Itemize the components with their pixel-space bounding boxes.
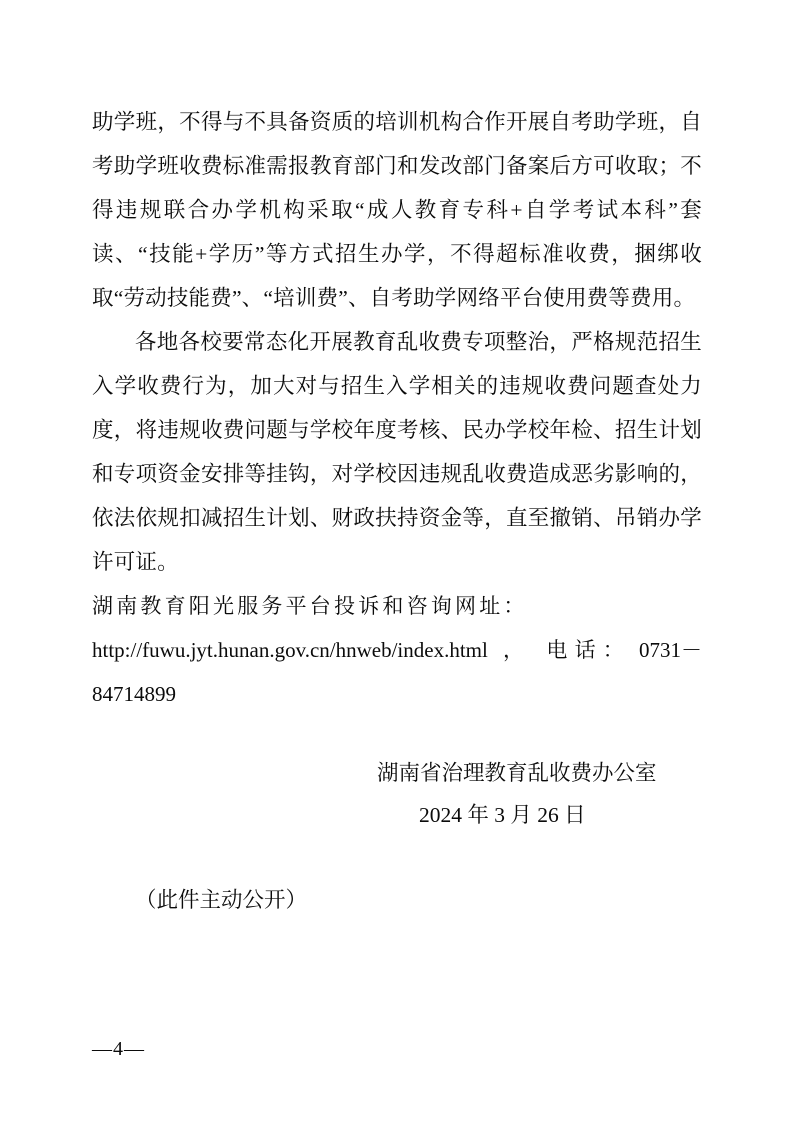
contact-lead-text: 湖南教育阳光服务平台投诉和咨询网址： [92,594,528,618]
service-platform-url[interactable]: http://fuwu.jyt.hunan.gov.cn/hnweb/index.html [92,638,488,662]
paragraph-enforcement: 各地各校要常态化开展教育乱收费专项整治，严格规范招生入学收费行为，加大对与招生入学相关的违规收费问题查处力度，将违规收费问题与学校年度考核、民办学校年检、招生计划和专项资金安排等挂钩，对学校因违规乱收费造成恶劣影响的，依法依规扣减招生计划、财政扶持资金等，直至撤销、吊销办学许可证。 [92,330,702,574]
page-number: —4— [92,1038,145,1060]
contact-separator: ， [495,638,532,662]
signing-organization: 湖南省治理教育乱收费办公室 [377,761,657,785]
openness-note: （此件主动公开） [135,888,308,912]
phone-label: 电话： [539,638,632,662]
signing-date: 2024 年 3 月 26 日 [419,803,586,827]
phone-number: 0731－84714899 [92,638,703,706]
document-body [92,100,702,920]
contact-block [92,584,702,716]
signature-block [92,752,702,836]
paragraph-continuation: 助学班，不得与不具备资质的培训机构合作开展自考助学班，自考助学班收费标准需报教育部门和发改部门备案后方可收取；不得违规联合办学机构采取“成人教育专科+自学考试本科”套读、“技能+学历”等方式招生办学，不得超标准收费，捆绑收取“劳动技能费”、“培训费”、自考助学网络平台使用费等费用。 [92,110,702,310]
